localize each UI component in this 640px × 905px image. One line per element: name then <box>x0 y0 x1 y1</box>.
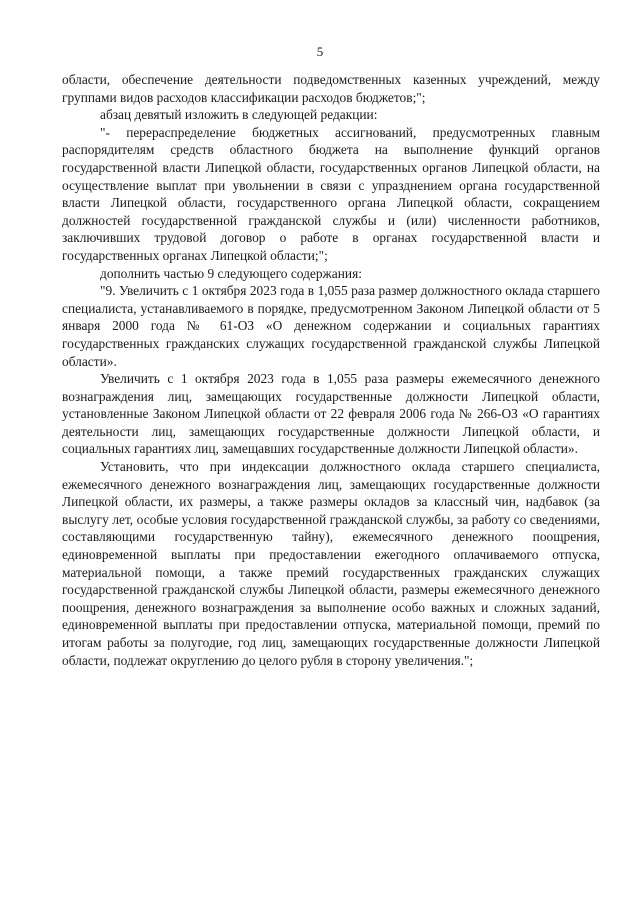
page-number: 5 <box>316 44 324 59</box>
paragraph-part9-salary: "9. Увеличить с 1 октября 2023 года в 1,055 раза размер должностного оклада старшего специалиста, устанавливаемого в порядке, предусмотренном Законом Липецкой области от 5 января 2000 года № 61-ОЗ «О денежном содержании и социальных гарантиях государственных гражданских служащих государственной гражданской службы Липецкой области». <box>62 283 600 369</box>
paragraph-instruction-part9: дополнить частью 9 следующего содержания: <box>100 265 362 281</box>
paragraph-rounding-rule: Установить, что при индексации должностного оклада старшего специалиста, ежемесячного денежного вознаграждения лиц, замещающих государственные должности Липецкой области, их размеры, а также размеры окладов за классный чин, надбавок (за выслугу лет, особые условия государственной гражданской службы, за работу со сведениями, составляющими государственную тайну), ежемесячного денежного поощрения, единовременной выплаты при предоставлении ежегодного оплачиваемого отпуска, материальной помощи, а также премий государственных гражданских служащих государственной гражданской службы Липецкой области, размеры ежемесячного денежного поощрения, денежного вознаграждения за выполнение особо важных и сложных заданий, единовременной выплаты при предоставлении отпуска, материальной помощи, премий по итогам работы за полугодие, год лиц, замещающих государственные должности Липецкой области, подлежат округлению до целого рубля в сторону увеличения."; <box>62 459 600 668</box>
paragraph-redistribution: "- перераспределение бюджетных ассигнований, предусмотренных главным распорядителям средств областного бюджета на выполнение функций органов государственной власти Липецкой области, государственных органов Липецкой области, на осуществление выплат при увольнении в связи с упразднением органа государственной власти Липецкой области, государственного органа Липецкой области, сокращением должностей государственной гражданской службы и (или) численности работников, заключивших трудовой договор о работе в органах государственной власти и государственных органах Липецкой области;"; <box>62 124 600 263</box>
paragraph-monthly-remuneration: Увеличить с 1 октября 2023 года в 1,055 раза размеры ежемесячного денежного вознаграждения лиц, замещающих государственные должности Липецкой области, установленные Законом Липецкой области от 22 февраля 2006 года № 266-ОЗ «О гарантиях деятельности лиц, замещающих государственные должности Липецкой области, и социальных гарантиях лиц, замещавших государственные должности Липецкой области». <box>62 371 600 457</box>
document-body <box>62 71 600 669</box>
paragraph-continuation: области, обеспечение деятельности подведомственных казенных учреждений, между группами видов расходов классификации расходов бюджетов;"; <box>62 72 600 105</box>
paragraph-instruction-ninth: абзац девятый изложить в следующей редакции: <box>100 107 378 123</box>
